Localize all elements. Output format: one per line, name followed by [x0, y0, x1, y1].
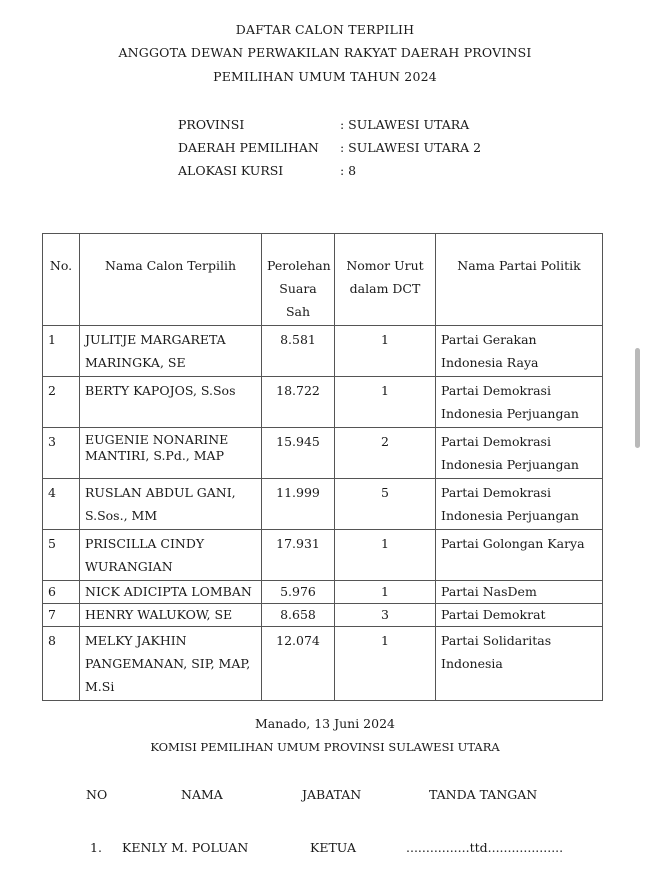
row-party: Partai Solidaritas Indonesia: [436, 627, 603, 701]
info-value-province: : SULAWESI UTARA: [340, 117, 470, 132]
row-no: 3: [43, 428, 80, 479]
row-order: 1: [335, 377, 436, 428]
row-name: NICK ADICIPTA LOMBAN: [80, 581, 262, 604]
header-no: No.: [43, 234, 80, 326]
row-order: 1: [335, 627, 436, 701]
title-line-2: ANGGOTA DEWAN PERWAKILAN RAKYAT DAERAH PROVINSI: [118, 45, 532, 60]
row-no: 7: [43, 604, 80, 627]
table-row: [43, 428, 603, 479]
info-label-seats: ALOKASI KURSI: [178, 163, 284, 178]
row-party: Partai Golongan Karya: [436, 530, 603, 581]
row-no: 6: [43, 581, 80, 604]
row-name: HENRY WALUKOW, SE: [80, 604, 262, 627]
info-label-province: PROVINSI: [178, 117, 245, 132]
row-name: RUSLAN ABDUL GANI, S.Sos., MM: [80, 479, 262, 530]
table-row: [43, 604, 603, 627]
row-votes: 8.658: [262, 604, 335, 627]
row-order: 2: [335, 428, 436, 479]
row-votes: 15.945: [262, 428, 335, 479]
info-label-district: DAERAH PEMILIHAN: [178, 140, 319, 155]
row-party: Partai Demokrasi Indonesia Perjuangan: [436, 479, 603, 530]
institution-name: KOMISI PEMILIHAN UMUM PROVINSI SULAWESI UTARA: [150, 740, 500, 754]
table-row: [43, 479, 603, 530]
sig-header-no: NO: [86, 787, 108, 802]
row-order: 1: [335, 530, 436, 581]
row-no: 1: [43, 326, 80, 377]
signatory-name: KENLY M. POLUAN: [122, 840, 249, 855]
place-date: Manado, 13 Juni 2024: [254, 716, 395, 731]
row-party: Partai NasDem: [436, 581, 603, 604]
row-votes: 11.999: [262, 479, 335, 530]
table-header-row: [43, 234, 603, 326]
row-order: 5: [335, 479, 436, 530]
sig-header-signature: TANDA TANGAN: [429, 787, 538, 802]
row-order: 1: [335, 581, 436, 604]
table-row: [43, 530, 603, 581]
header-votes: Perolehan Suara Sah: [262, 234, 335, 326]
row-name: BERTY KAPOJOS, S.Sos: [80, 377, 262, 428]
row-order: 1: [335, 326, 436, 377]
header-name: Nama Calon Terpilih: [80, 234, 262, 326]
row-name: JULITJE MARGARETA MARINGKA, SE: [80, 326, 262, 377]
info-value-seats: : 8: [340, 163, 357, 178]
header-party: Nama Partai Politik: [436, 234, 603, 326]
info-value-district: : SULAWESI UTARA 2: [340, 140, 482, 155]
row-votes: 17.931: [262, 530, 335, 581]
signatory-position: KETUA: [310, 840, 356, 855]
row-name: MELKY JAKHIN PANGEMANAN, SIP, MAP, M.Si: [80, 627, 262, 701]
sig-header-position: JABATAN: [302, 787, 362, 802]
row-order: 3: [335, 604, 436, 627]
row-no: 4: [43, 479, 80, 530]
signatory-signature: ................ttd...................: [406, 840, 564, 855]
row-votes: 8.581: [262, 326, 335, 377]
row-votes: 18.722: [262, 377, 335, 428]
row-no: 2: [43, 377, 80, 428]
row-name: PRISCILLA CINDY WURANGIAN: [80, 530, 262, 581]
row-party: Partai Demokrasi Indonesia Perjuangan: [436, 377, 603, 428]
table-row: [43, 627, 603, 701]
title-line-3: PEMILIHAN UMUM TAHUN 2024: [213, 69, 437, 84]
vertical-scrollbar[interactable]: [635, 348, 640, 448]
row-name: EUGENIE NONARINE MANTIRI, S.Pd., MAP: [80, 428, 262, 479]
header-order: Nomor Urut dalam DCT: [335, 234, 436, 326]
table-row: [43, 581, 603, 604]
row-no: 8: [43, 627, 80, 701]
row-no: 5: [43, 530, 80, 581]
row-votes: 12.074: [262, 627, 335, 701]
row-party: Partai Gerakan Indonesia Raya: [436, 326, 603, 377]
elected-candidates-table: [42, 233, 603, 701]
row-votes: 5.976: [262, 581, 335, 604]
signatory-no: 1.: [90, 840, 102, 855]
row-party: Partai Demokrat: [436, 604, 603, 627]
row-party: Partai Demokrasi Indonesia Perjuangan: [436, 428, 603, 479]
table-row: [43, 377, 603, 428]
sig-header-name: NAMA: [181, 787, 223, 802]
table-row: [43, 326, 603, 377]
title-line-1: DAFTAR CALON TERPILIH: [235, 22, 415, 37]
